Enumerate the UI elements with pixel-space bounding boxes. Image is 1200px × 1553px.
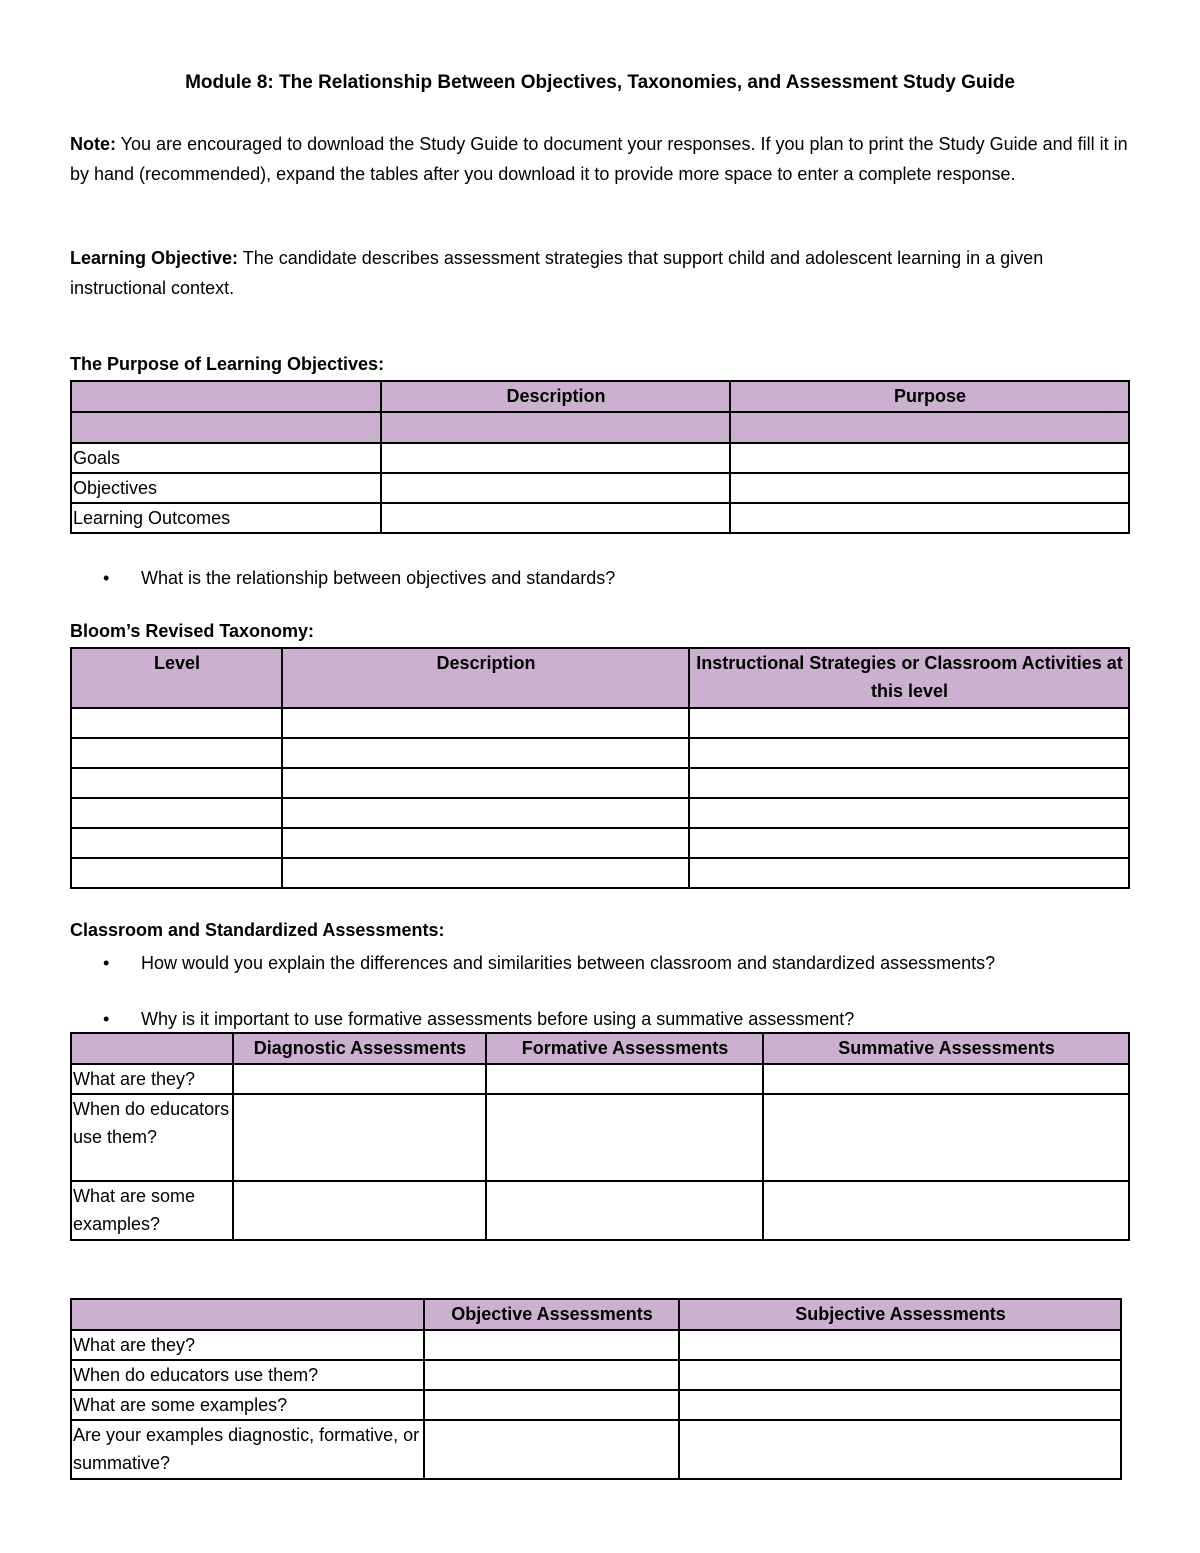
input-cell[interactable] [689,738,1129,768]
input-cell[interactable] [689,828,1129,858]
input-cell[interactable] [381,473,730,503]
input-cell[interactable] [486,1064,763,1094]
row-label: What are some examples? [71,1181,233,1240]
bullet-icon: • [103,568,110,588]
input-cell[interactable] [233,1064,486,1094]
input-cell[interactable] [282,708,689,738]
row-label: When do educators use them? [71,1360,424,1390]
learning-objective-text: The candidate describes assessment strategies that support child and adolescent learning in a given instructional context. [70,248,1044,298]
input-cell[interactable] [282,858,689,888]
header-cell: Description [282,648,689,708]
row-label: Goals [71,443,381,473]
bullet-icon: • [103,953,110,973]
learning-objective-label: Learning Objective: [70,248,239,268]
input-cell[interactable] [730,503,1129,533]
bullet-icon: • [103,1009,110,1029]
input-cell[interactable] [763,1181,1129,1240]
header-cell: Diagnostic Assessments [233,1033,486,1064]
row-label: Learning Outcomes [71,503,381,533]
input-cell[interactable] [424,1360,679,1390]
input-cell[interactable] [689,768,1129,798]
input-cell[interactable] [689,798,1129,828]
input-cell[interactable] [679,1360,1121,1390]
input-cell[interactable] [233,1094,486,1181]
header-cell: Formative Assessments [486,1033,763,1064]
row-label: What are some examples? [71,1390,424,1420]
input-cell[interactable] [486,1181,763,1240]
assessment-types-table [70,1032,1130,1241]
header-cell: Subjective Assessments [679,1299,1121,1330]
bloom-table [70,647,1130,889]
input-cell[interactable] [282,828,689,858]
input-cell[interactable] [424,1330,679,1360]
input-cell[interactable] [282,768,689,798]
input-cell[interactable] [381,503,730,533]
input-cell[interactable] [689,708,1129,738]
header-cell [71,1033,233,1064]
row-label: Objectives [71,473,381,503]
header-cell [71,1299,424,1330]
purpose-table [70,380,1130,534]
header-cell: Level [71,648,282,708]
note-paragraph [70,130,1130,189]
bullet-item: • How would you explain the differences and similarities between classroom and standardized assessments? [103,949,1103,1005]
section-heading-purpose: The Purpose of Learning Objectives: [70,354,385,374]
row-label: When do educators use them? [71,1094,233,1181]
header-cell: Objective Assessments [424,1299,679,1330]
input-cell[interactable] [763,1094,1129,1181]
input-cell[interactable] [730,473,1129,503]
section-heading-bloom: Bloom’s Revised Taxonomy: [70,621,315,641]
row-label: What are they? [71,1064,233,1094]
row-label: Are your examples diagnostic, formative, or summative? [71,1420,424,1479]
input-cell[interactable] [730,443,1129,473]
input-cell[interactable] [71,708,282,738]
input-cell[interactable] [233,1181,486,1240]
input-cell[interactable] [71,828,282,858]
header-cell: Summative Assessments [763,1033,1129,1064]
input-cell[interactable] [424,1420,679,1479]
input-cell[interactable] [679,1420,1121,1479]
input-cell[interactable] [71,768,282,798]
input-cell[interactable] [679,1330,1121,1360]
header-cell: Instructional Strategies or Classroom Activities at this level [689,648,1129,708]
input-cell[interactable] [763,1064,1129,1094]
learning-objective-paragraph [70,244,1130,303]
header-cell: Description [381,381,730,412]
input-cell[interactable] [424,1390,679,1420]
note-label: Note: [70,134,116,154]
objective-subjective-table [70,1298,1122,1480]
input-cell[interactable] [282,798,689,828]
input-cell[interactable] [282,738,689,768]
input-cell[interactable] [71,858,282,888]
input-cell[interactable] [689,858,1129,888]
page-title: Module 8: The Relationship Between Objectives, Taxonomies, and Assessment Study Guide [185,72,1015,93]
header-cell [71,381,381,412]
input-cell[interactable] [381,443,730,473]
header-cell: Purpose [730,381,1129,412]
section-heading-assessments: Classroom and Standardized Assessments: [70,920,445,940]
input-cell[interactable] [486,1094,763,1181]
row-label: What are they? [71,1330,424,1360]
input-cell[interactable] [71,738,282,768]
note-text: You are encouraged to download the Study Guide to document your responses. If you plan to print the Study Guide and fill it in by hand (recommended), expand the tables after you download it to provide more space to enter a complete response. [70,134,1128,184]
input-cell[interactable] [71,798,282,828]
input-cell[interactable] [679,1390,1121,1420]
